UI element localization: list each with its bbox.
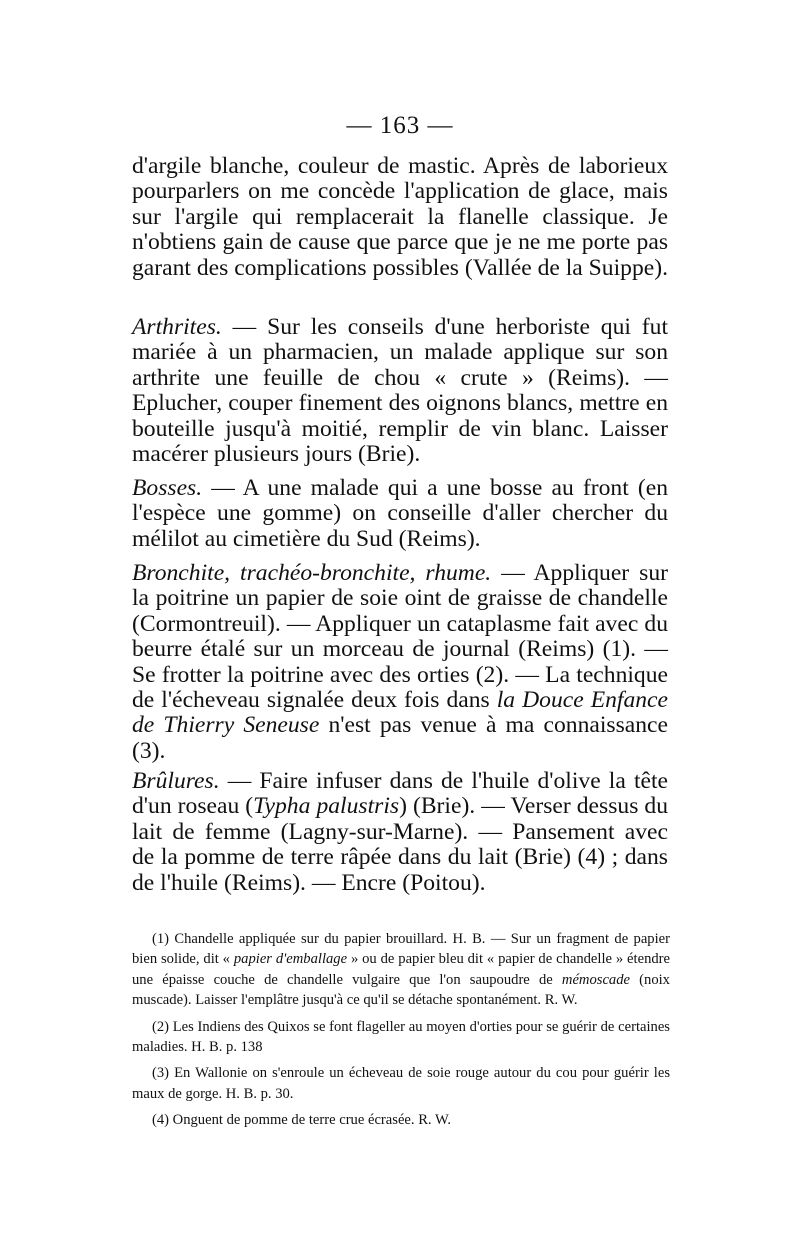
footnote-3: (3) En Wallonie on s'enroule un écheveau de soie rouge autour du cou pour guérir les maux de gorge. H. B. p. 30. xyxy=(132,1065,670,1102)
book-title: la Douce Enfance de Thierry Seneuse xyxy=(132,687,668,739)
paragraph-arthrites xyxy=(132,315,668,467)
footnote-2: (2) Les Indiens des Quixos se font flageller au moyen d'orties pour se guérir de certaines maladies. H. B. p. 138 xyxy=(132,1018,670,1056)
footnote-4: (4) Onguent de pomme de terre crue écrasée. R. W. xyxy=(152,1112,452,1129)
entry-heading: Bosses. xyxy=(132,475,203,501)
entry-text: — A une malade qui a une bosse au front (en l'espèce une gomme) on conseille d'aller chercher du mélilot au cimetière du Sud (Reims). xyxy=(132,475,668,552)
entry-text: — Sur les conseils d'une herboriste qui fut mariée à un pharmacien, un malade applique sur son arthrite une feuille de chou « crute » (Reims). — Eplucher, couper finement des oignons blancs, mettre en bouteille jusqu'à moitié, remplir de vin blanc. Laisser macérer plusieurs jours (Brie). xyxy=(132,314,668,468)
page-number: — 163 — xyxy=(346,112,454,139)
species-name: Typha palustris xyxy=(253,793,400,820)
entry-text: n'est pas venue à ma connaissance (3). xyxy=(132,712,668,764)
paragraph-bronchite xyxy=(132,561,668,764)
paragraph-bosses xyxy=(132,476,668,552)
footnotes xyxy=(132,929,670,1137)
entry-text: — Faire infuser dans de l'huile d'olive la tête d'un roseau ( xyxy=(132,768,668,820)
entry-text: ) (Brie). — Verser dessus du lait de femme (Lagny-sur-Marne). — Pansement avec de la pomme de terre râpée dans du lait (Brie) (4) ; dans de l'huile (Reims). — Encre (Poitou). xyxy=(132,793,669,896)
entry-heading: Arthrites. xyxy=(132,314,222,340)
paragraph-text: d'argile blanche, couleur de mastic. Après de laborieux pourparlers on me concède l'application de glace, mais sur l'argile qui remplacerait la flanelle classique. Je n'obtiens gain de cause que parce que je ne me porte pas garant des complications possibles (Vallée de la Suippe). xyxy=(132,153,668,281)
paragraph-argile xyxy=(132,154,668,281)
paragraph-brulures xyxy=(132,769,668,896)
entry-heading: Brûlures. xyxy=(132,768,220,794)
entry-text: — Appliquer sur la poitrine un papier de soie oint de graisse de chandelle (Cormontreuil). — Appliquer un cataplasme fait avec du beurre étalé sur un morceau de journal (Reims) (1). — Se frotter la poitrine avec des orties (2). — La technique de l'écheveau signalée deux fois dans xyxy=(132,560,668,714)
entry-heading: Bronchite, trachéo-bronchite, rhume. xyxy=(132,560,492,586)
footnote-1: (1) Chandelle appliquée sur du papier brouillard. H. B. — Sur un fragment de papier bien solide, dit « papier d'emballage » ou de papier bleu dit « papier de chandelle » étendre une épaisse couche de chandelle vulgaire que l'on saupoudre de mémoscade (noix muscade). Laisser l'emplâtre jusqu'à ce qu'il se détache spontanément. R. W. xyxy=(132,931,671,1009)
